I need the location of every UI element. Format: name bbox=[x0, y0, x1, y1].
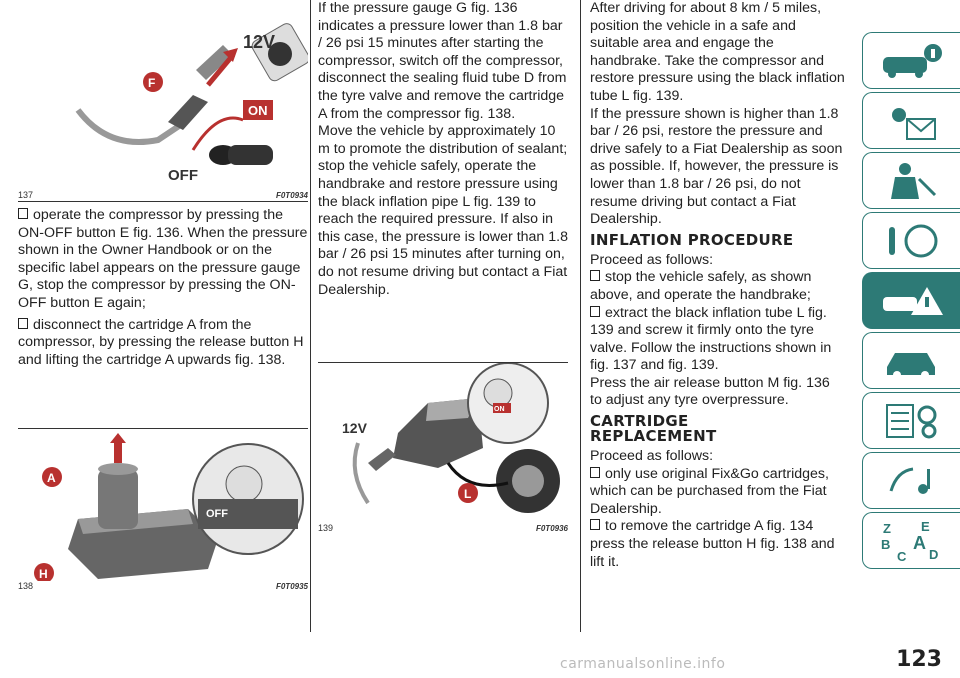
section-heading-inflation: INFLATION PROCEDURE bbox=[590, 230, 794, 249]
figure-number: 137 bbox=[18, 190, 34, 200]
proceed-text: Proceed as follows: bbox=[590, 448, 714, 465]
checkbox-bullet-icon bbox=[590, 270, 600, 281]
figure-caption-139 bbox=[318, 523, 568, 534]
page-number: 123 bbox=[896, 647, 942, 672]
tab-emergency[interactable] bbox=[862, 272, 960, 329]
tab-warning-lights[interactable] bbox=[862, 92, 960, 149]
checkbox-bullet-icon bbox=[590, 306, 600, 317]
chapter-tabs-sidebar bbox=[855, 32, 960, 572]
label-off-138: OFF bbox=[206, 508, 228, 520]
column-divider bbox=[580, 0, 581, 632]
svg-text:D: D bbox=[929, 546, 939, 562]
figure-139 bbox=[318, 362, 568, 534]
safety-airbag-icon bbox=[877, 161, 947, 201]
label-12v: 12V bbox=[243, 32, 276, 52]
middle-paragraph-1: If the pressure gauge G fig. 136 indicates a pressure lower than 1.8 bar / 26 psi 15 minutes after starting the compressor, switch off the compressor, disconnect the sealing fluid tube D from the tyre valve and remove the cartridge A from the compressor fig. 138. bbox=[318, 0, 567, 122]
tab-servicing[interactable] bbox=[862, 332, 960, 389]
checkbox-bullet-icon bbox=[590, 519, 600, 530]
label-l: L bbox=[464, 487, 472, 501]
svg-text:B: B bbox=[881, 536, 891, 552]
emergency-icon bbox=[877, 281, 947, 321]
svg-text:Z: Z bbox=[883, 520, 891, 536]
label-a: A bbox=[47, 471, 56, 485]
left-bullet-1: operate the compressor by pressing the ON-OFF button E fig. 136. When the pressure shown in the Owner Handbook or on the specific label appears on the pressure gauge G, stop the compressor by pressing the ON-OFF button E again; bbox=[18, 207, 308, 311]
figure-number: 139 bbox=[318, 523, 334, 533]
figure-137 bbox=[18, 0, 308, 202]
tab-car-info[interactable] bbox=[862, 32, 960, 89]
cartridge-removal-illustration bbox=[18, 429, 308, 581]
svg-text:A: A bbox=[913, 532, 926, 553]
checkbox-bullet-icon bbox=[18, 208, 28, 219]
left-bullet-2: disconnect the cartridge A from the compressor, by pressing the release button H and lifting the cartridge A upwards fig. 138. bbox=[18, 316, 304, 368]
right-paragraph-2: If the pressure shown is higher than 1.8 bar / 26 psi, restore the pressure and drive safely to a Fiat Dealership as soon as possible. If, however, the pressure is lower than 1.8 bar / 26 psi, do not resume driving but contact a Fiat Dealership. bbox=[590, 105, 843, 228]
right-bullet-4: to remove the cartridge A fig. 134 press the release button H fig. 138 and lift it. bbox=[590, 518, 835, 570]
section-heading-cartridge: CARTRIDGE REPLACEMENT bbox=[590, 412, 717, 446]
checkbox-bullet-icon bbox=[590, 467, 600, 478]
watermark: carmanualsonline.info bbox=[560, 656, 726, 672]
figure-caption-137 bbox=[18, 190, 308, 202]
right-paragraph-3: Press the air release button M fig. 136 to adjust any tyre overpressure. bbox=[590, 374, 830, 409]
right-column bbox=[590, 0, 845, 571]
compressor-plug-illustration bbox=[18, 0, 308, 190]
technical-data-icon bbox=[877, 401, 947, 441]
tab-index[interactable] bbox=[862, 512, 960, 569]
tab-safety[interactable] bbox=[862, 152, 960, 209]
tab-technical-data[interactable] bbox=[862, 392, 960, 449]
label-on: ON bbox=[248, 103, 268, 118]
label-on-139: ON bbox=[494, 406, 505, 413]
multimedia-icon bbox=[877, 461, 947, 501]
svg-text:C: C bbox=[897, 548, 907, 563]
right-bullet-3: only use original Fix&Go cartridges, which can be purchased from the Fiat Dealership. bbox=[590, 465, 829, 517]
label-h: H bbox=[39, 567, 48, 581]
right-paragraph-1: After driving for about 8 km / 5 miles, position the vehicle in a safe and suitable area and engage the handbrake. Take the compressor and restore pressure using the black inflation tube L fig. 139. bbox=[590, 0, 845, 104]
left-text bbox=[18, 207, 308, 369]
figure-code: F0T0934 bbox=[275, 191, 308, 200]
svg-text:E: E bbox=[921, 518, 930, 534]
label-f: F bbox=[148, 76, 156, 90]
starting-driving-icon bbox=[877, 221, 947, 261]
label-12v-139: 12V bbox=[342, 420, 367, 436]
figure-caption-138 bbox=[18, 581, 308, 592]
figure-code: F0T0936 bbox=[535, 524, 568, 533]
middle-paragraph-2: Move the vehicle by approximately 10 m to promote the distribution of sealant; stop the vehicle safely, operate the handbrake and restore pressure using the black inflation pipe L fig. 139 to reach the required pressure. If also in this case, the pressure is lower than 1.8 bar / 26 psi 15 minutes after turning on, do not resume driving but contact a Fiat Dealership. bbox=[318, 123, 568, 298]
right-bullet-1: stop the vehicle safely, as shown above, and operate the handbrake; bbox=[590, 269, 812, 303]
servicing-car-icon bbox=[877, 341, 947, 381]
left-column bbox=[18, 0, 308, 591]
warning-lights-icon bbox=[877, 101, 947, 141]
figure-138 bbox=[18, 428, 308, 592]
label-off: OFF bbox=[168, 167, 198, 184]
index-icon bbox=[877, 519, 947, 563]
figure-number: 138 bbox=[18, 581, 34, 591]
figure-code: F0T0935 bbox=[275, 582, 308, 591]
tab-starting-driving[interactable] bbox=[862, 212, 960, 269]
column-divider bbox=[310, 0, 311, 632]
proceed-text: Proceed as follows: bbox=[590, 251, 714, 268]
car-info-icon bbox=[877, 41, 947, 81]
middle-column bbox=[318, 0, 568, 533]
checkbox-bullet-icon bbox=[18, 318, 28, 329]
tab-multimedia[interactable] bbox=[862, 452, 960, 509]
inflation-tube-illustration bbox=[318, 363, 568, 523]
right-bullet-2: extract the black inflation tube L fig. 139 and screw it firmly onto the tyre valve. Follow the instructions shown in fig. 137 and fig. 139. bbox=[590, 304, 832, 374]
